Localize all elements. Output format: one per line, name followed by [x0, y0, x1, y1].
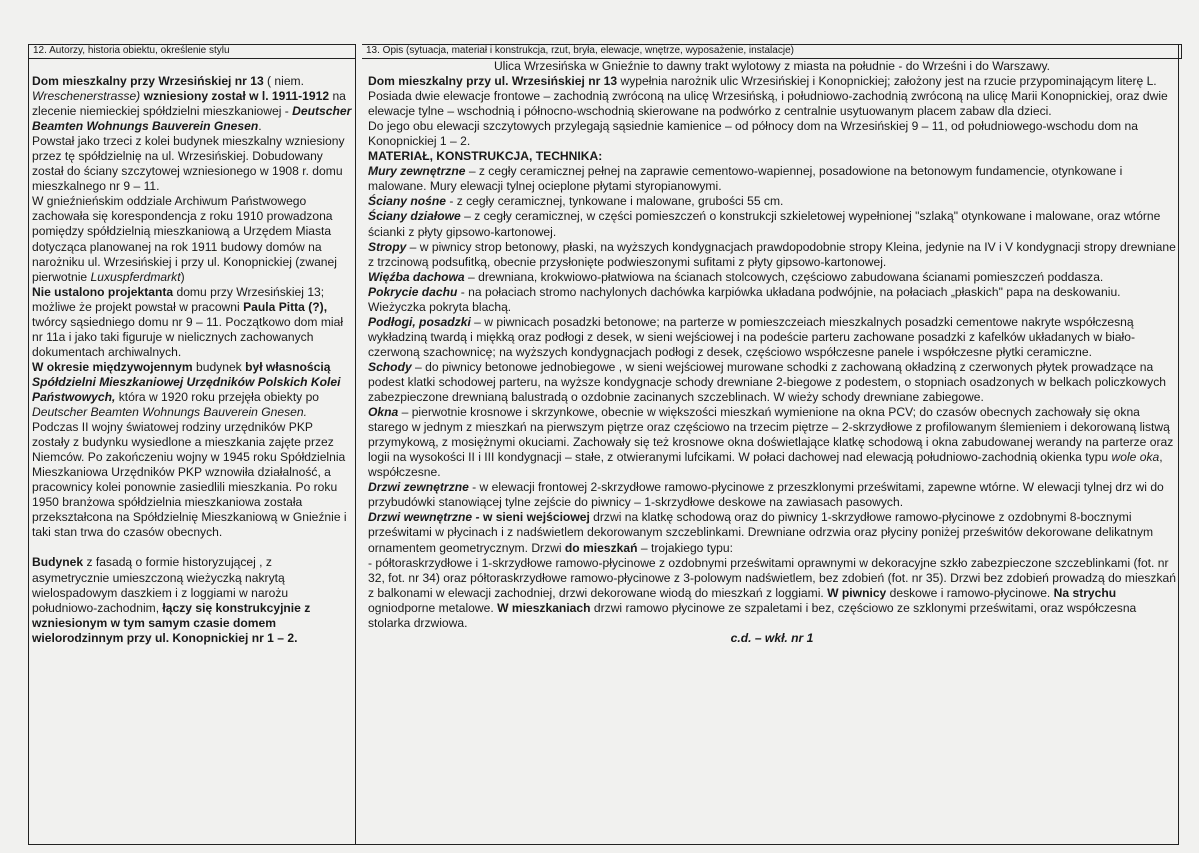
paragraph-gap — [32, 540, 352, 555]
history-text — [32, 74, 352, 646]
door-types-text: - półtoraskrzydłowe i 1-skrzydłowe ramowo-płycinowe z ozdobnymi prześwitami oprawnymi w dekoracyjne szkło zabezpieczone szczeblinkami (fot. nr 32, fot. nr 34) oraz półtoraskrzydłowe ramowo-płycinowe z 3-polowym nadświetlem, bez zdobień (fot. nr 35). Drzwi bez zdobień prowadzą do mieszkań z balkonami w elewacji zachodniej, drzwi dekorowane wiodą do mieszkań z loggiami. — [368, 555, 1176, 600]
history-paragraph: Nie ustalono projektanta domu przy Wrzesińskiej 13; możliwe że projekt powstał w pracowni Paula Pitta (?), twórcy sąsiedniego domu nr 9 – 11. Początkowo dom miał nr 11a i jako taki figuruje w nielicznych zachowanych dokumentach archiwalnych. — [32, 284, 344, 359]
description-paragraph: Pokrycie dachu - na połaciach stromo nachylonych dachówka karpiówka układana podwójnie, na połaciach „płaskich" papa na deskowaniu. Wieżyczka pokryta blachą. — [368, 284, 1121, 314]
section-heading: MATERIAŁ, KONSTRUKCJA, TECHNIKA: — [368, 149, 603, 164]
continuation-note — [368, 631, 1176, 646]
description-paragraph: Stropy – w piwnicy strop betonowy, płaski, na wyższych kondygnacjach prawdopodobnie stropy Kleina, jedynie na IV i V kondygnacji stropy drewniane z trzcinową podsufitką, obecnie przysłonięte podwieszonymi sufitami z płyty gipsowo-kartonowej. — [368, 239, 1176, 269]
history-paragraph: Powstał jako trzeci z kolei budynek mieszkalny wzniesiony przez tę spółdzielnię na ul. Wrzesińskiej. Dobudowany został do ściany szczytowej wzniesionego w 1908 r. domu mieszkalnego nr 9 – 11. — [32, 134, 345, 194]
description-paragraph: Więźba dachowa – drewniana, krokwiowo-płatwiowa na ścianach stolcowych, częściowo zabudowana ścianami pomieszczeń poddasza. — [368, 269, 1104, 284]
description-paragraph: Dom mieszkalny przy ul. Wrzesińskiej nr 13 wypełnia narożnik ulic Wrzesińskiej i Konopnickiej; założony jest na rzucie przypominającym literę L. Posiada dwie elewacje frontowe – zachodnią zwróconą na ulicę Wrzesińską, i południowo-zachodnią zwróconą na ulicę Marii Konopnickiej, oraz dwie elewacje tylne – wschodnią i północno-wschodnią skierowane na podwórko z centralnie usytuowanym placem zabaw dla dzieci. — [368, 74, 1168, 119]
description-paragraph: Drzwi wewnętrzne - w sieni wejściowej drzwi na klatkę schodową oraz do piwnicy 1-skrzydłowe ramowo-płycinowe z ozdobnymi 8-bocznymi prześwitami w płycinach i z nadświetlem dekorowanym szczeblinkami. Drewniane odrzwia oraz płyciny poniżej prześwitów dekorowane delikatnym ornamentem geometrycznym. Drzwi do mieszkań – trojakiego typu: — [368, 510, 1154, 555]
description-paragraph: Okna – pierwotnie krosnowe i skrzynkowe, obecnie w większości mieszkań wymienione na okna PCV; do czasów obecnych zachowały się okna starego w jednym z mieszkań na pierwszym piętrze oraz częściowo na trzecim piętrze – 2-skrzydłowe z profilowanym ślemieniem i dekorowaną listwą przymykową, z mosiężnymi okuciami. Zachowały się też krosnowe okna doświetlające klatkę schodową i okna zabudowanej werandy na parterze oraz logii na wysokości II i III kondygnacji – stałe, z otwieranymi lufcikami. W połaci dachowej nad elewacją południowo-zachodnią okienka typu wole oka, współczesne. — [368, 405, 1174, 480]
section-12-header: 12. Autorzy, historia obiektu, określenie stylu — [28, 44, 355, 59]
description-paragraph — [368, 556, 1176, 631]
description-paragraph: Podłogi, posadzki – w piwnicach posadzki betonowe; na parterze w pomieszczeiach mieszkalnych posadzki cementowe nakryte współczesną wykładziną twardą i miękką oraz podłogi z desek, w sieni wejściowej i na podeście parteru zachowane posadzki z kafelków układanych w biało-czerwoną szachownicę; na wyższych kondygnacjach podłogi z desek, częściowo współczesne panele i współczesne płytki ceramiczne. — [368, 314, 1135, 359]
history-paragraph: W okresie międzywojennym budynek był własnością Spółdzielni Mieszkaniowej Urzędników Polskich Kolei Państwowych, która w 1920 roku przejęła obiekty po Deutscher Beamten Wohnungs Bauverein Gnesen. Podczas II wojny światowej rodziny urzędników PKP zostały z budynku wysiedlone a mieszkania zajęte przez Niemców. Po zakończeniu wojny w 1945 roku Spółdzielnia Mieszkaniowa Urzędników PKP wznowiła działalność, a pracownicy kolei ponownie zasiedlili mieszkania. Po roku 1950 branżowa spółdzielnia mieszkaniowa została przekształcona na Spółdzielnię Mieszkaniową w Gnieźnie i taki stan trwa do czasów obecnych. — [32, 359, 347, 540]
description-paragraph: Mury zewnętrzne – z cegły ceramicznej pełnej na zaprawie cementowo-wapiennej, posadowione na betonowym fundamencie, otynkowane i malowane. Mury elewacji tylnej ocieplone płytami styropianowymi. — [368, 164, 1123, 194]
history-paragraph: Budynek z fasadą o formie historyzującej , z asymetrycznie umieszczoną wieżyczką nakrytą wielospadowym daszkiem i z loggiami w narożu południowo-zachodnim, łączy się konstrukcyjnie z wzniesionym w tym samym czasie domem wielorodzinnym przy ul. Konopnickiej nr 1 – 2. — [32, 555, 311, 645]
description-paragraph: Ściany nośne - z cegły ceramicznej, tynkowane i malowane, grubości 55 cm. — [368, 194, 784, 209]
history-paragraph: Dom mieszkalny przy Wrzesińskiej nr 13 ( niem. Wreschenerstrasse) wzniesiony został w l. 1911-1912 na zlecenie niemieckiej spółdzielni mieszkaniowej - Deutscher Beamten Wohnungs Bauverein Gnesen. — [32, 74, 352, 134]
description-text — [368, 59, 1176, 646]
description-intro: Ulica Wrzesińska w Gnieźnie to dawny trakt wylotowy z miasta na południe - do Wrześni i do Warszawy. — [493, 59, 1051, 73]
door-types-tail: W piwnicy deskowe i ramowo-płycinowe. Na strychu ogniodporne metalowe. W mieszkaniach drzwi ramowo płycinowe ze szpaletami i bez, częściowo ze szklonymi prześwitami, oraz współczesna stolarka drzwiowa. — [368, 585, 1137, 630]
section-13-header: 13. Opis (sytuacja, materiał i konstrukcja, rzut, bryła, elewacje, wnętrze, wyposażenie, instalacje) — [362, 44, 1182, 59]
description-paragraph: Drzwi zewnętrzne - w elewacji frontowej 2-skrzydłowe ramowo-płycinowe z przeszklonymi prześwitami, zapewne wtórne. W elewacji tylnej drz wi do przybudówki stanowiącej tylne zejście do piwnicy – 1-skrzydłowe deskowe na zawiasach pasowych. — [368, 480, 1164, 510]
history-paragraph: W gnieźnieńskim oddziale Archiwum Państwowego zachowała się korespondencja z roku 1910 prowadzona pomiędzy spółdzielnią mieszkaniową a Urzędem Miasta dotycząca planowanej na rok 1911 budowy domów na narożniku ul. Wrzesińskiej i przy ul. Konopnickiej (zwanej pierwotnie Luxuspferdmarkt) — [32, 194, 337, 284]
description-paragraph: Do jego obu elewacji szczytowych przylegają sąsiednie kamienice – od północy dom na Wrzesińskiej 9 – 11, od południowego-wschodu dom na Konopnickiej 1 – 2. — [368, 119, 1138, 149]
continuation-label: c.d. – wkł. nr 1 — [730, 630, 814, 645]
description-paragraph: Schody – do piwnicy betonowe jednobiegowe , w sieni wejściowej murowane schodki z zachowaną okładziną z czerwonych płytek prowadzące na podest klatki schodowej parteru, na wyższe kondygnacje schody drewniane 2-biegowe z podestem, o stopniach osadzonych w belkach policzkowych zabezpieczone drewnianą balustradą o ozdobnie zacinanych szczeblinach. W wieży schody drewniane zabiegowe. — [368, 359, 1166, 405]
description-paragraph: Ściany działowe – z cegły ceramicznej, w części pomieszczeń o konstrukcji szkieletowej wypełnionej "szlaką" otynkowane i malowane, oraz wtórne ścianki z płyty gipsowo-kartonowej. — [368, 209, 1161, 239]
